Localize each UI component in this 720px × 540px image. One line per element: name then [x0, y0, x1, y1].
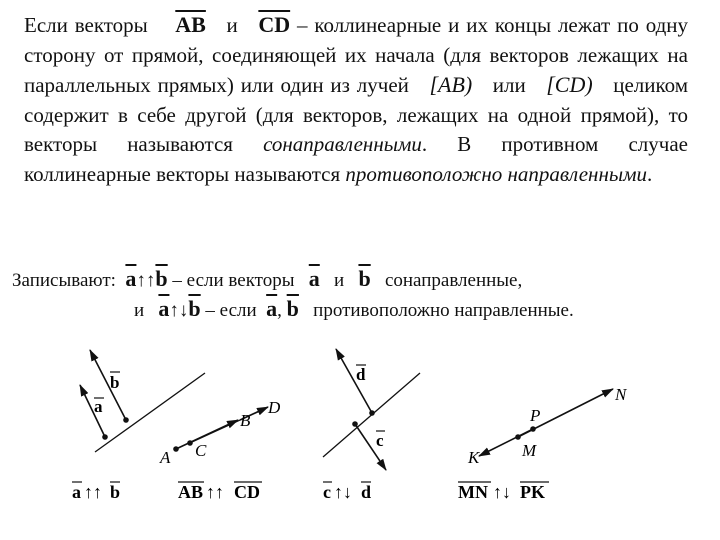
ray-AB: [AB)	[429, 72, 473, 97]
notation2-vector-b: $\overline{b}$	[188, 296, 201, 321]
def-text-4: или	[492, 73, 526, 97]
def-text-5: целиком содержит в себе другой (для векторов, лежащих на одной прямой), то векторы называются	[24, 73, 689, 156]
fig4-point-P	[530, 426, 536, 432]
vector-AB: $\overline{AB}$	[175, 12, 206, 37]
ray-CD: [CD)	[546, 72, 593, 97]
def-text-1: Если векторы	[24, 13, 148, 37]
fig2-label-A: A	[160, 448, 171, 467]
notation2-text-2: противоположно направленные.	[313, 300, 574, 321]
notation2-and: и	[134, 300, 145, 321]
notation2-vector-a2: $\overline{a}$	[266, 296, 278, 321]
fig2-label-B: B	[240, 411, 251, 430]
fig4-label-K: K	[468, 448, 480, 467]
notation-label: Записывают:	[12, 270, 116, 291]
fig3-point-d	[369, 410, 375, 416]
fig2-caption-AB: AB	[178, 482, 204, 502]
fig4-label-N: N	[615, 385, 627, 404]
notation2-text-1: – если	[205, 300, 257, 321]
figure-1	[72, 350, 205, 502]
notation1-vector-a: $\overline{a}$	[125, 266, 137, 291]
fig4-caption-PK: PK	[520, 482, 545, 502]
figure-3	[323, 349, 420, 502]
term-opposite: противоположно направленными	[345, 161, 647, 186]
fig2-caption-sym: ↑↑	[206, 482, 224, 502]
figure-2	[159, 398, 281, 502]
vector-CD: $\overline{CD}$	[258, 12, 291, 37]
term-codirected: сонаправленными	[263, 132, 422, 156]
fig3-caption-d: d	[361, 482, 372, 502]
fig4-caption-sym: ↑↓	[493, 482, 511, 502]
figure-4	[458, 385, 628, 502]
fig1-caption-a: a	[72, 482, 81, 502]
notation1-text-2: сонаправленные,	[384, 270, 523, 291]
opposite-symbol: ↑↓	[169, 300, 189, 321]
fig4-label-P: P	[530, 406, 541, 425]
fig2-label-C: C	[195, 441, 207, 460]
fig2-point-A	[173, 446, 179, 452]
notation1-vector-b2: $\overline{b}$	[358, 266, 371, 291]
def-text-2: и	[226, 13, 238, 37]
fig2-vector-AB	[176, 420, 238, 449]
fig2-caption-CD: CD	[234, 482, 260, 502]
notation2-vector-a: $\overline{a}$	[158, 296, 170, 321]
fig2-point-C	[187, 440, 193, 446]
def-text-6: . В противном случае коллинеарные векторы называются	[24, 132, 688, 186]
fig1-label-a: a	[94, 397, 103, 416]
fig1-point-a	[102, 434, 108, 440]
fig3-caption-sym: ↑↓	[334, 482, 352, 502]
def-text-7: .	[647, 161, 653, 186]
notation1-text-1: – если векторы	[172, 270, 295, 291]
fig4-label-M: M	[522, 441, 537, 460]
def-text-3: – коллинеарные и их концы лежат по одну сторону от прямой, соединяющей их начала (для векторов лежащих на параллельных прямых) или один из лучей	[24, 13, 689, 97]
fig3-vector-d	[336, 349, 372, 413]
notation1-vector-b: $\overline{b}$	[155, 266, 168, 291]
notation1-vector-a2: $\overline{a}$	[308, 266, 320, 291]
fig1-caption-b: b	[110, 482, 121, 502]
fig4-point-M	[515, 434, 521, 440]
fig3-label-c: c	[376, 431, 384, 450]
notation2-comma: ,	[277, 300, 282, 321]
codirected-symbol: ↑↑	[136, 270, 156, 291]
fig3-point-c	[352, 421, 358, 427]
fig3-label-d: d	[356, 365, 366, 384]
fig3-caption-c: c	[323, 482, 331, 502]
fig1-label-b: b	[110, 373, 120, 392]
fig2-label-D: D	[268, 398, 281, 417]
fig4-caption-MN: MN	[458, 482, 488, 502]
notation2-vector-b2: $\overline{b}$	[286, 296, 299, 321]
fig1-point-b	[123, 417, 129, 423]
fig1-caption-sym: ↑↑	[84, 482, 102, 502]
notation1-and: и	[334, 270, 345, 291]
